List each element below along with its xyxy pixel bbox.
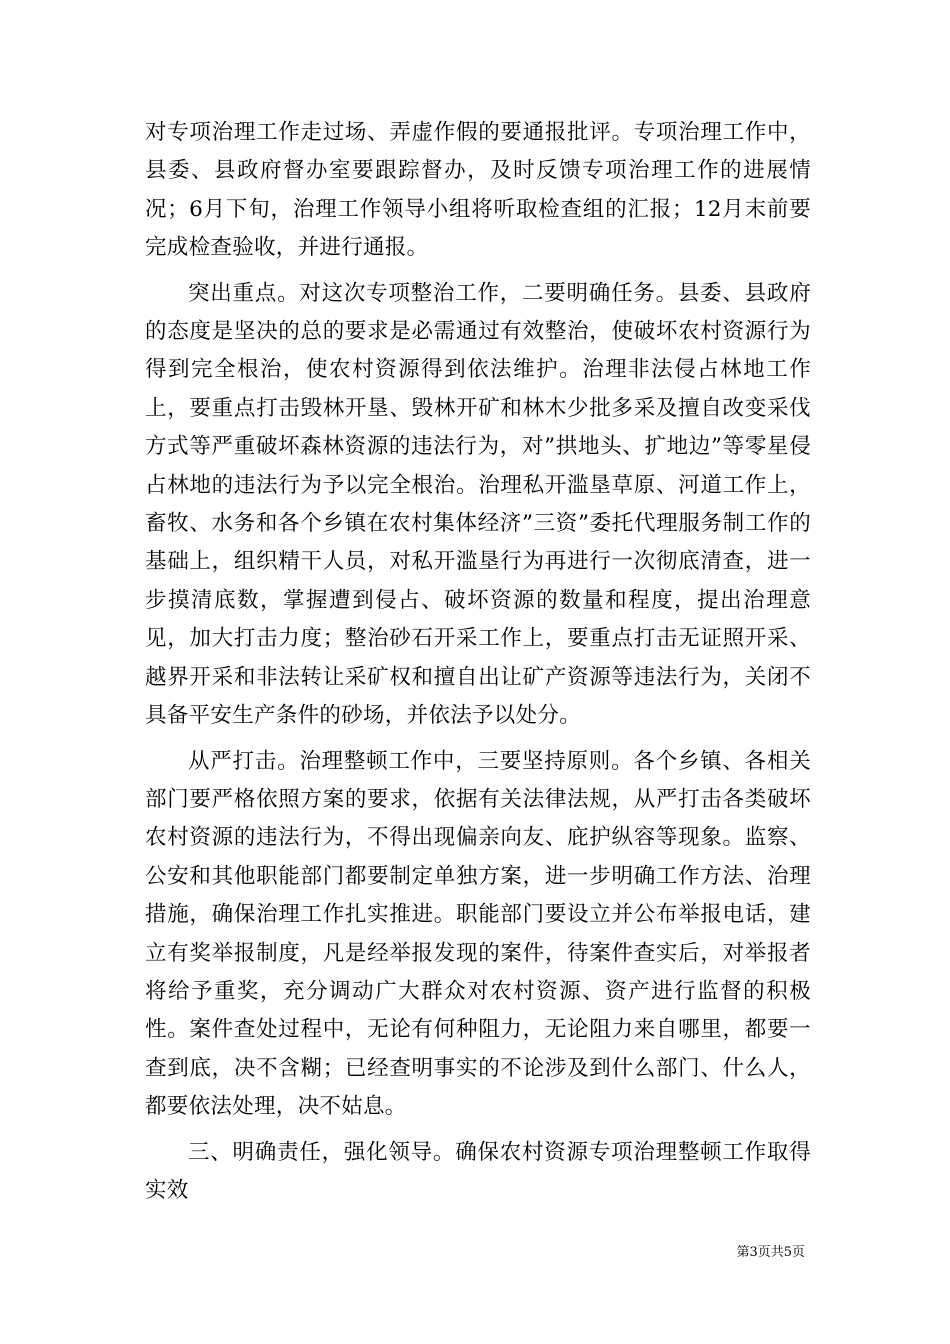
paragraph-3: 从严打击。治理整顿工作中，三要坚持原则。各个乡镇、各相关部门要严格依照方案的要求，依据有关法律法规，从严打击各类破坏农村资源的违法行为，不得出现偏亲向友、庇护纵容等现象。监察、公安和其他职能部门都要制定单独方案，进一步明确工作方法、治理措施，确保治理工作扎实推进。职能部门要设立并公布举报电话，建立有奖举报制度，凡是经举报发现的案件，待案件查实后，对举报者将给予重奖，充分调动广大群众对农村资源、资产进行监督的积极性。案件查处过程中，无论有何种阻力，无论阻力来自哪里，都要一查到底，决不含糊；已经查明事实的不论涉及到什么部门、什么人，都要依法处理，决不姑息。 bbox=[145, 748, 811, 1120]
paragraph-4: 三、明确责任，强化领导。确保农村资源专项治理整顿工作取得实效 bbox=[145, 1139, 811, 1203]
page-number-footer: 第3页共5页 bbox=[736, 1245, 805, 1260]
document-body bbox=[145, 114, 811, 1210]
paragraph-2: 突出重点。对这次专项整治工作，二要明确任务。县委、县政府的态度是坚决的总的要求是必需通过有效整治，使破坏农村资源行为得到完全根治，使农村资源得到依法维护。治理非法侵占林地工作上，要重点打击毁林开垦、毁林开矿和林木少批多采及擅自改变采伐方式等严重破坏森林资源的违法行为，对”拱地头、扩地边”等零星侵占林地的违法行为予以完全根治。治理私开滥垦草原、河道工作上，畜牧、水务和各个乡镇在农村集体经济”三资”委托代理服务制工作的基础上，组织精干人员，对私开滥垦行为再进行一次彻底清查，进一步摸清底数，掌握遭到侵占、破坏资源的数量和程度，提出治理意见，加大打击力度；整治砂石开采工作上，要重点打击无证照开采、越界开采和非法转让采矿权和擅自出让矿产资源等违法行为，关闭不具备平安生产条件的砂场，并依法予以处分。 bbox=[145, 280, 811, 729]
paragraph-1: 对专项治理工作走过场、弄虚作假的要通报批评。专项治理工作中，县委、县政府督办室要跟踪督办，及时反馈专项治理工作的进展情况；6月下旬，治理工作领导小组将听取检查组的汇报；12月末前要完成检查验收，并进行通报。 bbox=[145, 120, 811, 261]
